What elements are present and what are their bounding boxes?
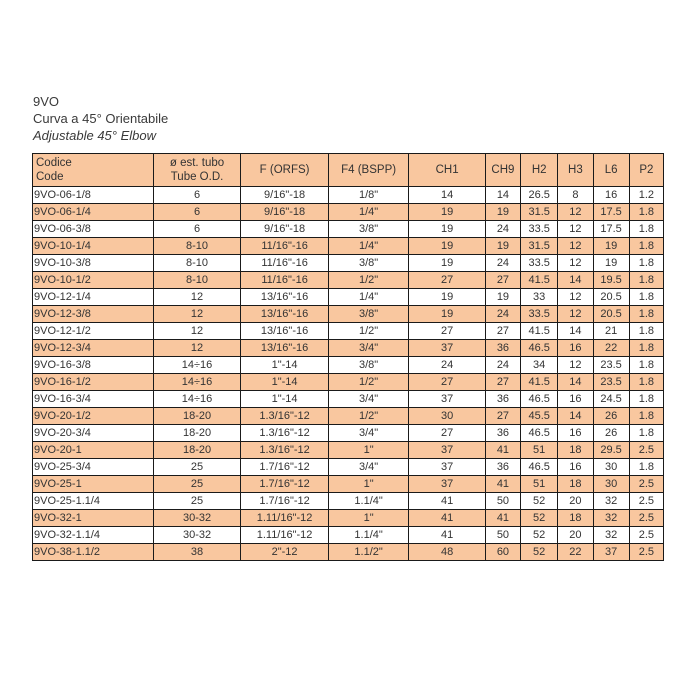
cell-ch1: 19 — [409, 221, 485, 238]
cell-tube-od: 6 — [153, 187, 241, 204]
cell-h2: 46.5 — [521, 425, 558, 442]
cell-f-orfs: 9/16"-18 — [241, 204, 329, 221]
cell-h3: 16 — [558, 459, 593, 476]
cell-h3: 16 — [558, 391, 593, 408]
cell-l6: 20.5 — [593, 289, 629, 306]
cell-f-orfs: 1.7/16"-12 — [241, 476, 329, 493]
cell-h2: 33 — [521, 289, 558, 306]
cell-tube-od: 30-32 — [153, 510, 241, 527]
product-heading — [33, 93, 168, 144]
cell-f4-bspp: 3/4" — [328, 459, 409, 476]
cell-ch9: 36 — [485, 391, 520, 408]
cell-h3: 12 — [558, 357, 593, 374]
header-h2: H2 — [521, 154, 558, 187]
cell-code: 9VO-12-3/4 — [33, 340, 154, 357]
table-row — [33, 238, 664, 255]
cell-h2: 34 — [521, 357, 558, 374]
table-row — [33, 204, 664, 221]
cell-tube-od: 12 — [153, 340, 241, 357]
cell-h3: 12 — [558, 238, 593, 255]
cell-ch1: 19 — [409, 204, 485, 221]
cell-ch1: 19 — [409, 255, 485, 272]
cell-l6: 20.5 — [593, 306, 629, 323]
cell-h3: 12 — [558, 255, 593, 272]
cell-p2: 1.8 — [629, 204, 663, 221]
cell-tube-od: 14÷16 — [153, 374, 241, 391]
cell-f4-bspp: 1/4" — [328, 204, 409, 221]
cell-code: 9VO-20-3/4 — [33, 425, 154, 442]
product-title-en: Adjustable 45° Elbow — [33, 128, 156, 143]
cell-p2: 1.8 — [629, 323, 663, 340]
cell-code: 9VO-32-1.1/4 — [33, 527, 154, 544]
cell-l6: 30 — [593, 476, 629, 493]
cell-p2: 1.8 — [629, 340, 663, 357]
cell-h3: 18 — [558, 510, 593, 527]
cell-ch1: 27 — [409, 323, 485, 340]
cell-p2: 1.8 — [629, 289, 663, 306]
cell-ch9: 27 — [485, 323, 520, 340]
cell-tube-od: 6 — [153, 221, 241, 238]
cell-tube-od: 8-10 — [153, 238, 241, 255]
cell-ch1: 37 — [409, 391, 485, 408]
cell-h2: 33.5 — [521, 306, 558, 323]
cell-l6: 29.5 — [593, 442, 629, 459]
cell-h3: 16 — [558, 340, 593, 357]
cell-h2: 33.5 — [521, 255, 558, 272]
table-row — [33, 476, 664, 493]
table-row — [33, 272, 664, 289]
cell-tube-od: 18-20 — [153, 425, 241, 442]
cell-h3: 12 — [558, 306, 593, 323]
cell-f-orfs: 1.7/16"-12 — [241, 459, 329, 476]
cell-p2: 2.5 — [629, 527, 663, 544]
table-row — [33, 510, 664, 527]
cell-ch9: 19 — [485, 238, 520, 255]
cell-f-orfs: 1.3/16"-12 — [241, 408, 329, 425]
cell-h3: 14 — [558, 408, 593, 425]
cell-tube-od: 12 — [153, 289, 241, 306]
cell-tube-od: 38 — [153, 544, 241, 561]
cell-f4-bspp: 1" — [328, 442, 409, 459]
cell-l6: 17.5 — [593, 204, 629, 221]
cell-code: 9VO-10-1/4 — [33, 238, 154, 255]
cell-code: 9VO-20-1/2 — [33, 408, 154, 425]
cell-h2: 41.5 — [521, 272, 558, 289]
cell-ch1: 14 — [409, 187, 485, 204]
cell-h2: 46.5 — [521, 391, 558, 408]
cell-l6: 19 — [593, 238, 629, 255]
cell-p2: 1.8 — [629, 425, 663, 442]
cell-tube-od: 25 — [153, 459, 241, 476]
table-row — [33, 374, 664, 391]
cell-tube-od: 12 — [153, 323, 241, 340]
cell-code: 9VO-25-3/4 — [33, 459, 154, 476]
cell-l6: 17.5 — [593, 221, 629, 238]
cell-ch1: 30 — [409, 408, 485, 425]
cell-code: 9VO-12-1/4 — [33, 289, 154, 306]
spec-table — [32, 153, 664, 561]
header-tube-od: ø est. tubo Tube O.D. — [153, 154, 241, 187]
table-row — [33, 544, 664, 561]
cell-tube-od: 18-20 — [153, 408, 241, 425]
cell-p2: 2.5 — [629, 493, 663, 510]
table-header-row — [33, 154, 664, 187]
cell-f-orfs: 1"-14 — [241, 374, 329, 391]
cell-p2: 1.2 — [629, 187, 663, 204]
cell-ch9: 41 — [485, 510, 520, 527]
table-row — [33, 221, 664, 238]
cell-code: 9VO-10-3/8 — [33, 255, 154, 272]
cell-l6: 19.5 — [593, 272, 629, 289]
cell-p2: 1.8 — [629, 221, 663, 238]
cell-ch1: 27 — [409, 425, 485, 442]
cell-f-orfs: 1"-14 — [241, 391, 329, 408]
cell-h3: 20 — [558, 527, 593, 544]
cell-p2: 1.8 — [629, 374, 663, 391]
cell-tube-od: 6 — [153, 204, 241, 221]
cell-h2: 31.5 — [521, 204, 558, 221]
table-row — [33, 306, 664, 323]
cell-ch9: 36 — [485, 459, 520, 476]
cell-code: 9VO-16-3/8 — [33, 357, 154, 374]
cell-l6: 23.5 — [593, 357, 629, 374]
cell-ch1: 41 — [409, 510, 485, 527]
cell-h3: 14 — [558, 323, 593, 340]
cell-f4-bspp: 3/8" — [328, 255, 409, 272]
cell-h2: 46.5 — [521, 459, 558, 476]
header-h3: H3 — [558, 154, 593, 187]
cell-ch1: 19 — [409, 289, 485, 306]
cell-ch1: 19 — [409, 306, 485, 323]
cell-code: 9VO-06-3/8 — [33, 221, 154, 238]
cell-ch1: 37 — [409, 459, 485, 476]
cell-ch9: 50 — [485, 493, 520, 510]
cell-f4-bspp: 1/2" — [328, 323, 409, 340]
cell-p2: 1.8 — [629, 255, 663, 272]
cell-h2: 52 — [521, 510, 558, 527]
cell-p2: 2.5 — [629, 544, 663, 561]
cell-l6: 21 — [593, 323, 629, 340]
cell-f4-bspp: 1/4" — [328, 289, 409, 306]
cell-code: 9VO-10-1/2 — [33, 272, 154, 289]
cell-code: 9VO-32-1 — [33, 510, 154, 527]
cell-f-orfs: 9/16"-18 — [241, 187, 329, 204]
cell-code: 9VO-38-1.1/2 — [33, 544, 154, 561]
cell-f4-bspp: 1/2" — [328, 408, 409, 425]
cell-f-orfs: 2"-12 — [241, 544, 329, 561]
cell-f-orfs: 11/16"-16 — [241, 255, 329, 272]
cell-l6: 22 — [593, 340, 629, 357]
table-row — [33, 323, 664, 340]
cell-ch9: 24 — [485, 357, 520, 374]
cell-l6: 26 — [593, 408, 629, 425]
cell-ch1: 41 — [409, 493, 485, 510]
header-code: Codice Code — [33, 154, 154, 187]
cell-f-orfs: 1.11/16"-12 — [241, 510, 329, 527]
cell-p2: 1.8 — [629, 306, 663, 323]
cell-h2: 26.5 — [521, 187, 558, 204]
header-p2: P2 — [629, 154, 663, 187]
cell-l6: 32 — [593, 527, 629, 544]
cell-ch1: 24 — [409, 357, 485, 374]
cell-l6: 16 — [593, 187, 629, 204]
cell-l6: 19 — [593, 255, 629, 272]
table-row — [33, 289, 664, 306]
table-row — [33, 408, 664, 425]
cell-l6: 24.5 — [593, 391, 629, 408]
cell-ch9: 27 — [485, 374, 520, 391]
cell-f-orfs: 1.11/16"-12 — [241, 527, 329, 544]
cell-tube-od: 30-32 — [153, 527, 241, 544]
cell-code: 9VO-16-3/4 — [33, 391, 154, 408]
table-row — [33, 459, 664, 476]
cell-h2: 52 — [521, 527, 558, 544]
cell-ch9: 36 — [485, 425, 520, 442]
cell-ch1: 37 — [409, 442, 485, 459]
cell-tube-od: 8-10 — [153, 255, 241, 272]
cell-h3: 20 — [558, 493, 593, 510]
cell-f4-bspp: 1/2" — [328, 374, 409, 391]
cell-h3: 22 — [558, 544, 593, 561]
cell-h3: 14 — [558, 374, 593, 391]
cell-h3: 12 — [558, 289, 593, 306]
cell-ch9: 36 — [485, 340, 520, 357]
cell-f4-bspp: 1/8" — [328, 187, 409, 204]
cell-f4-bspp: 1.1/4" — [328, 493, 409, 510]
cell-f-orfs: 1.3/16"-12 — [241, 442, 329, 459]
cell-code: 9VO-12-1/2 — [33, 323, 154, 340]
cell-tube-od: 25 — [153, 476, 241, 493]
cell-tube-od: 14÷16 — [153, 391, 241, 408]
cell-f-orfs: 13/16"-16 — [241, 340, 329, 357]
cell-f4-bspp: 3/4" — [328, 391, 409, 408]
table-row — [33, 340, 664, 357]
cell-ch9: 19 — [485, 204, 520, 221]
cell-code: 9VO-06-1/4 — [33, 204, 154, 221]
cell-h3: 12 — [558, 204, 593, 221]
cell-h3: 14 — [558, 272, 593, 289]
cell-h2: 41.5 — [521, 374, 558, 391]
cell-h3: 8 — [558, 187, 593, 204]
cell-tube-od: 18-20 — [153, 442, 241, 459]
cell-p2: 1.8 — [629, 272, 663, 289]
cell-h2: 51 — [521, 476, 558, 493]
header-f-orfs: F (ORFS) — [241, 154, 329, 187]
cell-f-orfs: 13/16"-16 — [241, 306, 329, 323]
cell-p2: 2.5 — [629, 442, 663, 459]
cell-f4-bspp: 3/4" — [328, 425, 409, 442]
cell-p2: 1.8 — [629, 238, 663, 255]
cell-p2: 2.5 — [629, 510, 663, 527]
cell-f4-bspp: 1/4" — [328, 238, 409, 255]
cell-ch9: 24 — [485, 306, 520, 323]
cell-ch9: 41 — [485, 442, 520, 459]
cell-tube-od: 25 — [153, 493, 241, 510]
cell-h2: 33.5 — [521, 221, 558, 238]
cell-ch9: 60 — [485, 544, 520, 561]
cell-l6: 26 — [593, 425, 629, 442]
cell-f4-bspp: 1" — [328, 510, 409, 527]
cell-code: 9VO-20-1 — [33, 442, 154, 459]
cell-p2: 1.8 — [629, 408, 663, 425]
header-f4-bspp: F4 (BSPP) — [328, 154, 409, 187]
cell-code: 9VO-25-1 — [33, 476, 154, 493]
cell-tube-od: 12 — [153, 306, 241, 323]
table-row — [33, 357, 664, 374]
cell-h3: 12 — [558, 221, 593, 238]
header-ch9: CH9 — [485, 154, 520, 187]
table-body — [33, 187, 664, 561]
cell-f-orfs: 11/16"-16 — [241, 272, 329, 289]
table-row — [33, 187, 664, 204]
cell-h3: 16 — [558, 425, 593, 442]
cell-code: 9VO-16-1/2 — [33, 374, 154, 391]
cell-h2: 45.5 — [521, 408, 558, 425]
cell-f4-bspp: 3/8" — [328, 357, 409, 374]
cell-h2: 41.5 — [521, 323, 558, 340]
header-ch1: CH1 — [409, 154, 485, 187]
cell-f4-bspp: 3/8" — [328, 306, 409, 323]
cell-f4-bspp: 1.1/4" — [328, 527, 409, 544]
cell-f-orfs: 13/16"-16 — [241, 289, 329, 306]
cell-ch1: 41 — [409, 527, 485, 544]
cell-f4-bspp: 1/2" — [328, 272, 409, 289]
cell-code: 9VO-25-1.1/4 — [33, 493, 154, 510]
cell-h3: 18 — [558, 476, 593, 493]
cell-h2: 52 — [521, 544, 558, 561]
cell-h3: 18 — [558, 442, 593, 459]
table-row — [33, 493, 664, 510]
cell-f-orfs: 1"-14 — [241, 357, 329, 374]
cell-tube-od: 14÷16 — [153, 357, 241, 374]
cell-f-orfs: 1.7/16"-12 — [241, 493, 329, 510]
header-l6: L6 — [593, 154, 629, 187]
cell-l6: 30 — [593, 459, 629, 476]
cell-ch1: 19 — [409, 238, 485, 255]
cell-f-orfs: 9/16"-18 — [241, 221, 329, 238]
cell-ch9: 27 — [485, 408, 520, 425]
table-row — [33, 255, 664, 272]
table-row — [33, 527, 664, 544]
table-row — [33, 391, 664, 408]
table-row — [33, 425, 664, 442]
cell-p2: 1.8 — [629, 391, 663, 408]
product-title-it: Curva a 45° Orientabile — [33, 111, 169, 126]
cell-l6: 37 — [593, 544, 629, 561]
cell-ch1: 48 — [409, 544, 485, 561]
table-row — [33, 442, 664, 459]
cell-ch9: 41 — [485, 476, 520, 493]
cell-f-orfs: 11/16"-16 — [241, 238, 329, 255]
cell-h2: 46.5 — [521, 340, 558, 357]
cell-p2: 1.8 — [629, 459, 663, 476]
cell-f4-bspp: 1" — [328, 476, 409, 493]
product-code: 9VO — [33, 94, 60, 109]
cell-ch1: 27 — [409, 374, 485, 391]
cell-f-orfs: 1.3/16"-12 — [241, 425, 329, 442]
cell-h2: 51 — [521, 442, 558, 459]
cell-l6: 32 — [593, 493, 629, 510]
cell-ch9: 19 — [485, 289, 520, 306]
cell-ch9: 27 — [485, 272, 520, 289]
cell-f4-bspp: 3/4" — [328, 340, 409, 357]
cell-ch1: 37 — [409, 340, 485, 357]
cell-l6: 32 — [593, 510, 629, 527]
cell-l6: 23.5 — [593, 374, 629, 391]
cell-ch9: 50 — [485, 527, 520, 544]
cell-ch1: 37 — [409, 476, 485, 493]
cell-f4-bspp: 1.1/2" — [328, 544, 409, 561]
cell-p2: 1.8 — [629, 357, 663, 374]
cell-tube-od: 8-10 — [153, 272, 241, 289]
cell-f-orfs: 13/16"-16 — [241, 323, 329, 340]
cell-f4-bspp: 3/8" — [328, 221, 409, 238]
cell-p2: 2.5 — [629, 476, 663, 493]
cell-ch9: 24 — [485, 221, 520, 238]
cell-h2: 52 — [521, 493, 558, 510]
cell-h2: 31.5 — [521, 238, 558, 255]
cell-ch9: 24 — [485, 255, 520, 272]
cell-ch1: 27 — [409, 272, 485, 289]
cell-code: 9VO-06-1/8 — [33, 187, 154, 204]
cell-ch9: 14 — [485, 187, 520, 204]
cell-code: 9VO-12-3/8 — [33, 306, 154, 323]
